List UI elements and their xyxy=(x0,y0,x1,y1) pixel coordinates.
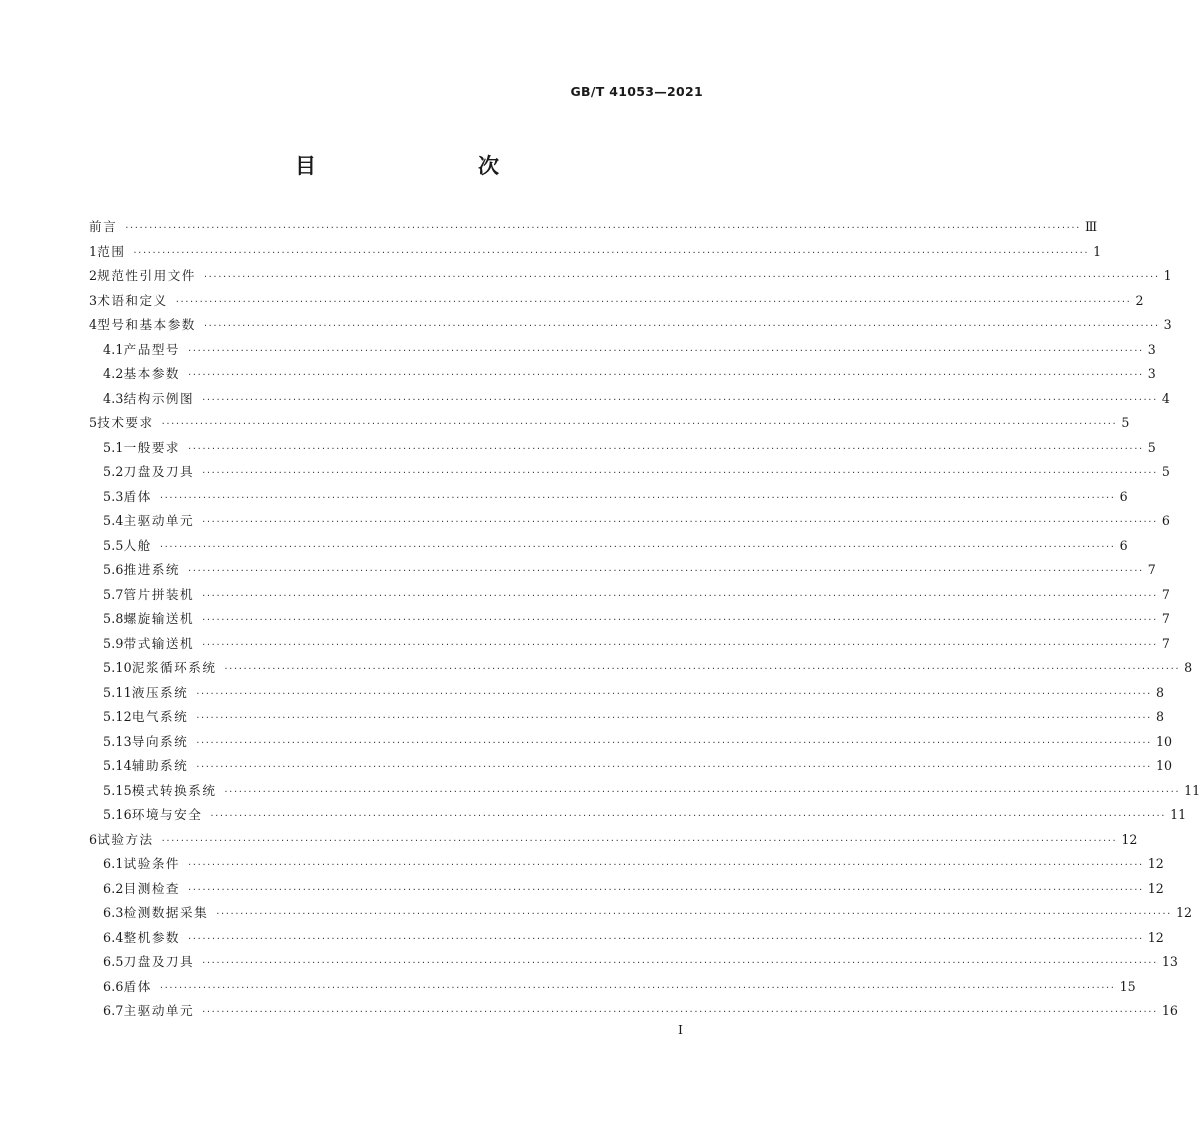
toc-entry-number: 2 xyxy=(89,268,98,283)
toc-entry-label: 泥浆循环系统 xyxy=(131,660,217,675)
toc-entry-label: 试验条件 xyxy=(123,856,181,871)
toc-entry-page: 1 xyxy=(1093,243,1102,259)
toc-entry-number: 1 xyxy=(89,243,98,259)
toc-entry-number: 5.15 xyxy=(103,782,132,798)
toc-entry-number: 6 xyxy=(89,831,98,847)
toc-entry[interactable] xyxy=(89,632,1170,657)
toc-entry-number: 5.12 xyxy=(103,709,132,724)
toc-entry-label: 术语和定义 xyxy=(97,292,168,308)
toc-entry-page: 10 xyxy=(1155,733,1172,749)
toc-title: 目 次 xyxy=(295,154,539,178)
toc-dot-leader: ········································································································································································································ xyxy=(196,762,1152,773)
toc-entry-label: 管片拼装机 xyxy=(123,586,195,602)
toc-entry-label: 范围 xyxy=(97,243,126,259)
toc-dot-leader: ········································································································································································································ xyxy=(202,590,1158,602)
toc-entry-page: 11 xyxy=(1170,807,1187,822)
toc-entry-label: 盾体 xyxy=(123,978,152,994)
toc-entry-label: 导向系统 xyxy=(131,733,189,749)
toc-entry-number: 5.2 xyxy=(103,464,124,479)
toc-entry[interactable] xyxy=(89,730,1172,755)
toc-entry-page: 6 xyxy=(1119,488,1128,504)
toc-entry-page: 2 xyxy=(1135,292,1144,308)
toc-entry[interactable] xyxy=(89,240,1102,265)
toc-entry[interactable] xyxy=(89,607,1170,632)
toc-entry-page: 12 xyxy=(1121,831,1138,847)
toc-entry-label: 辅助系统 xyxy=(131,758,189,773)
toc-dot-leader: ········································································································································································································ xyxy=(224,786,1181,798)
toc-entry[interactable] xyxy=(89,411,1130,436)
toc-entry-page: 7 xyxy=(1147,562,1156,577)
toc-dot-leader: ········································································································································································································ xyxy=(196,713,1152,724)
toc-entry-label: 人舱 xyxy=(123,537,152,553)
toc-entry-page: 15 xyxy=(1119,978,1136,994)
toc-entry-number: 5.13 xyxy=(103,733,132,749)
toc-dot-leader: ········································································································································································································ xyxy=(202,1007,1158,1018)
toc-entry-label: 主驱动单元 xyxy=(123,513,195,528)
toc-entry-label: 螺旋输送机 xyxy=(123,611,195,626)
toc-entry[interactable] xyxy=(89,877,1164,902)
toc-entry[interactable] xyxy=(89,926,1164,951)
toc-entry[interactable] xyxy=(89,999,1178,1024)
toc-entry-page: Ⅲ xyxy=(1084,219,1098,234)
toc-entry-page: 6 xyxy=(1119,537,1128,553)
toc-entry[interactable] xyxy=(89,975,1136,1000)
standard-code: GB/T 41053—2021 xyxy=(570,84,703,99)
toc-entry-page: 7 xyxy=(1161,611,1170,626)
toc-entry[interactable] xyxy=(89,558,1156,583)
toc-entry-number: 6.7 xyxy=(103,1003,124,1018)
toc-entry-page: 12 xyxy=(1147,856,1164,871)
toc-dot-leader: ········································································································································································································ xyxy=(159,541,1116,553)
toc-entry[interactable] xyxy=(89,779,1200,804)
toc-entry-number: 5.14 xyxy=(103,758,132,773)
toc-dot-leader: ········································································································································································································ xyxy=(161,419,1118,430)
toc-entry-label: 整机参数 xyxy=(123,929,181,945)
toc-entry-number: 6.2 xyxy=(103,880,124,896)
toc-entry-page: 10 xyxy=(1155,758,1172,773)
toc-entry-number: 5.6 xyxy=(103,562,124,577)
toc-dot-leader: ········································································································································································································ xyxy=(188,884,1144,896)
toc-entry[interactable] xyxy=(89,852,1164,877)
table-of-contents xyxy=(89,215,1200,1024)
toc-entry-label: 刀盘及刀具 xyxy=(123,954,195,969)
toc-entry[interactable] xyxy=(89,705,1164,730)
toc-entry-number: 5 xyxy=(89,415,98,430)
toc-dot-leader: ········································································································································································································ xyxy=(159,492,1116,504)
toc-entry-number: 5.5 xyxy=(103,537,124,553)
toc-entry-label: 液压系统 xyxy=(131,684,189,700)
toc-entry-number: 5.11 xyxy=(103,684,132,700)
toc-dot-leader: ········································································································································································································ xyxy=(196,737,1152,749)
toc-entry-page: 8 xyxy=(1155,709,1164,724)
toc-dot-leader: ········································································································································································································ xyxy=(161,835,1118,847)
toc-entry-page: 3 xyxy=(1147,341,1156,357)
toc-entry-label: 推进系统 xyxy=(123,562,181,577)
toc-entry-page: 3 xyxy=(1147,366,1156,381)
toc-entry-label: 一般要求 xyxy=(123,439,181,455)
toc-entry[interactable] xyxy=(89,681,1164,706)
toc-dot-leader: ········································································································································································································ xyxy=(175,296,1132,308)
toc-entry-number: 6.4 xyxy=(103,929,124,945)
toc-entry-page: 11 xyxy=(1184,782,1200,798)
toc-entry-label: 模式转换系统 xyxy=(131,782,217,798)
toc-dot-leader: ········································································································································································································ xyxy=(188,370,1144,381)
toc-entry-page: 12 xyxy=(1147,880,1164,896)
page-number: I xyxy=(678,1022,683,1037)
toc-entry-label: 型号和基本参数 xyxy=(97,317,196,332)
toc-entry-number: 6.5 xyxy=(103,954,124,969)
toc-entry-number: 3 xyxy=(89,292,98,308)
toc-entry-number: 5.3 xyxy=(103,488,124,504)
toc-entry[interactable] xyxy=(89,583,1170,608)
toc-dot-leader: ········································································································································································································ xyxy=(196,688,1152,700)
toc-entry-page: 13 xyxy=(1161,954,1178,969)
toc-entry-number: 6.1 xyxy=(103,856,124,871)
toc-entry[interactable] xyxy=(89,803,1187,828)
toc-dot-leader: ········································································································································································································ xyxy=(188,933,1144,945)
toc-entry-page: 1 xyxy=(1163,268,1172,283)
toc-dot-leader: ········································································································································································································ xyxy=(202,615,1158,626)
toc-entry-number: 6.3 xyxy=(103,905,124,920)
toc-entry-label: 产品型号 xyxy=(123,341,181,357)
toc-entry-number: 6.6 xyxy=(103,978,124,994)
toc-entry-label: 规范性引用文件 xyxy=(97,268,196,283)
toc-entry[interactable] xyxy=(89,338,1156,363)
toc-entry[interactable] xyxy=(89,950,1178,975)
toc-entry[interactable] xyxy=(89,264,1172,289)
toc-entry-page: 16 xyxy=(1161,1003,1178,1018)
toc-entry-page: 5 xyxy=(1147,439,1156,455)
toc-entry-number: 5.8 xyxy=(103,611,124,626)
toc-dot-leader: ········································································································································································································ xyxy=(202,394,1158,406)
toc-entry-label: 目测检查 xyxy=(123,880,181,896)
toc-dot-leader: ········································································································································································································ xyxy=(216,909,1172,920)
toc-entry-page: 7 xyxy=(1161,586,1170,602)
toc-entry[interactable] xyxy=(89,362,1156,387)
toc-entry-label: 技术要求 xyxy=(97,415,154,430)
toc-entry[interactable] xyxy=(89,436,1156,461)
toc-entry[interactable] xyxy=(89,460,1170,485)
toc-entry-page: 12 xyxy=(1147,929,1164,945)
toc-entry-page: 3 xyxy=(1163,317,1172,332)
toc-dot-leader: ········································································································································································································ xyxy=(159,982,1116,994)
toc-dot-leader: ········································································································································································································ xyxy=(202,958,1158,969)
toc-entry-label: 检测数据采集 xyxy=(123,905,209,920)
toc-entry[interactable] xyxy=(89,534,1128,559)
toc-entry-label: 带式输送机 xyxy=(123,635,195,651)
toc-entry[interactable] xyxy=(89,754,1172,779)
toc-dot-leader: ········································································································································································································ xyxy=(133,247,1090,259)
toc-entry-page: 5 xyxy=(1121,415,1130,430)
toc-entry-page: 4 xyxy=(1161,390,1170,406)
toc-entry-label: 盾体 xyxy=(123,488,152,504)
toc-entry-page: 6 xyxy=(1161,513,1170,528)
toc-entry-number: 5.10 xyxy=(103,660,132,675)
toc-entry-label: 主驱动单元 xyxy=(123,1003,195,1018)
toc-entry-page: 12 xyxy=(1175,905,1192,920)
toc-entry[interactable] xyxy=(89,485,1128,510)
toc-entry-number: 5.4 xyxy=(103,513,124,528)
toc-dot-leader: ········································································································································································································ xyxy=(203,272,1160,283)
toc-entry[interactable] xyxy=(89,289,1144,314)
toc-entry-number: 4.2 xyxy=(103,366,124,381)
toc-entry-label: 前言 xyxy=(89,219,118,234)
toc-dot-leader: ········································································································································································································ xyxy=(188,860,1144,871)
toc-entry-number: 5.16 xyxy=(103,807,132,822)
toc-dot-leader: ········································································································································································································ xyxy=(210,811,1167,822)
toc-entry-page: 7 xyxy=(1161,635,1170,651)
toc-entry-page: 5 xyxy=(1161,464,1170,479)
toc-entry-number: 5.9 xyxy=(103,635,124,651)
toc-entry[interactable] xyxy=(89,215,1098,240)
toc-entry[interactable] xyxy=(89,509,1170,534)
toc-entry-number: 5.1 xyxy=(103,439,124,455)
toc-dot-leader: ········································································································································································································ xyxy=(202,468,1158,479)
toc-entry-number: 4.1 xyxy=(103,341,124,357)
toc-entry-label: 环境与安全 xyxy=(131,807,203,822)
toc-dot-leader: ········································································································································································································ xyxy=(188,345,1144,357)
toc-entry[interactable] xyxy=(89,901,1192,926)
toc-dot-leader: ········································································································································································································ xyxy=(125,223,1081,234)
toc-dot-leader: ········································································································································································································ xyxy=(224,664,1181,675)
toc-dot-leader: ········································································································································································································ xyxy=(203,321,1160,332)
toc-entry-number: 5.7 xyxy=(103,586,124,602)
toc-dot-leader: ········································································································································································································ xyxy=(202,517,1158,528)
toc-entry[interactable] xyxy=(89,313,1172,338)
toc-entry-label: 结构示例图 xyxy=(123,390,195,406)
toc-entry-page: 8 xyxy=(1184,660,1193,675)
toc-dot-leader: ········································································································································································································ xyxy=(202,639,1158,651)
toc-entry-page: 8 xyxy=(1155,684,1164,700)
toc-dot-leader: ········································································································································································································ xyxy=(188,443,1144,455)
toc-entry-label: 试验方法 xyxy=(97,831,154,847)
toc-entry-number: 4.3 xyxy=(103,390,124,406)
toc-entry-label: 电气系统 xyxy=(131,709,189,724)
toc-entry-number: 4 xyxy=(89,317,98,332)
toc-entry[interactable] xyxy=(89,656,1193,681)
toc-dot-leader: ········································································································································································································ xyxy=(188,566,1144,577)
toc-entry-label: 基本参数 xyxy=(123,366,181,381)
toc-entry[interactable] xyxy=(89,387,1170,412)
toc-entry[interactable] xyxy=(89,828,1138,853)
toc-entry-label: 刀盘及刀具 xyxy=(123,464,195,479)
